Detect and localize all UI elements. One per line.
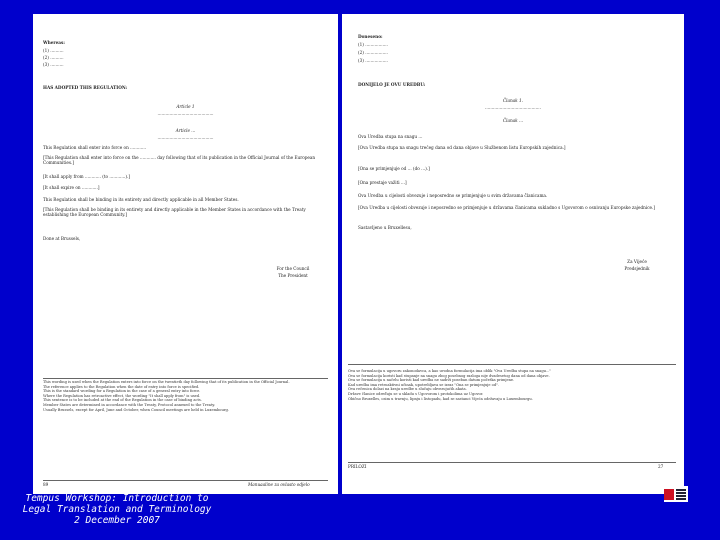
clanak-1-heading: Članak 1. [502, 98, 524, 103]
footer-rule [348, 462, 676, 463]
article-1-heading: Article 1 [176, 104, 195, 109]
caption-line: 2 December 2007 [74, 515, 160, 526]
done-at: Done at Brussels, [43, 236, 81, 241]
whereas-item: (3) .......... [43, 62, 64, 67]
footnotes [348, 369, 676, 401]
caption-line: Tempus Workshop: Introduction to [25, 493, 209, 504]
for-the-council: For the Council [276, 266, 310, 271]
expire-on: [It shall expire on ............] [43, 185, 100, 190]
doneseno-item: (2) ................. [358, 50, 388, 55]
obvezujuca-klauzula-bracket: [Ova Uredba u cijelosti obvezuje i neposredno se primjenjuje u državama članicama sukladno s Ugovorom o osnivanju Europske zajednice.] [358, 205, 655, 210]
doneseno-item: (1) ................. [358, 42, 388, 47]
whereas-heading: Whereas: [43, 40, 65, 45]
article-n-heading: Article ... [175, 128, 196, 133]
footnote: Obično Bruxelles, osim u travnju, lipnju i listopadu, kad se sastanci Vijeća održavaju u Luxembourgu. [348, 396, 533, 401]
logo [664, 486, 688, 502]
footnote: Ova se formulacija koristi kad stupanje na snagu zbog posebnog razloga nije dvadesetog dana od dana objave. [348, 373, 550, 378]
entry-into-force: This Regulation shall enter into force on ............ [43, 145, 147, 150]
footnote: This is the standard wording for a Regulation in the case of a general entry into force. [43, 389, 201, 394]
adopted-heading: DONIJELO JE OVU UREDBU: [358, 82, 426, 87]
article-n-dots: .......................................... [157, 135, 214, 140]
doneseno-heading: Doneseno: [358, 34, 383, 39]
footnote-separator [348, 364, 676, 365]
doneseno-item: (3) ................. [358, 58, 388, 63]
entry-into-force-bracket: [This Regulation shall enter into force on the ............ day following that of its publication in the Official Journal of the European Communities.] [43, 155, 316, 166]
whereas-item: (2) .......... [43, 55, 64, 60]
footer-page-number: 89 [43, 482, 49, 487]
adopted-heading: HAS ADOPTED THIS REGULATION: [43, 85, 128, 90]
footnote: This wording is used when the Regulation enters into force on the twentieth day following that of its publication in the Official Journal. [43, 380, 290, 384]
footnote: Kad uredba ima retroaktivni učinak, upotrebljava se izraz "Ona se primjenjuje od". [348, 382, 499, 387]
primjenjuje-od: [Ona se primjenjuje od ... (do ...).] [358, 166, 430, 171]
footnote: Ova se formulacija u načelu koristi kad uredba ne sadrži poseban datum početka primjene. [348, 378, 515, 383]
clanak-n-heading: Članak ... [502, 118, 524, 123]
footnote: Usually Brussels, except for April, June and October, when Council meetings are held in Luxembourg. [43, 407, 229, 412]
logo-red-block [664, 489, 674, 500]
binding-clause: This Regulation shall be binding in its entirety and directly applicable in all Member States. [43, 197, 239, 202]
croatian-document-page [342, 14, 684, 494]
stupa-na-snagu: Ova Uredba stupa na snagu ... [358, 134, 423, 139]
obvezujuca-klauzula: Ova Uredba u cijelosti obvezuje i neposredno se primjenjuje u svim državama članicama. [358, 193, 548, 198]
footnote: Where the Regulation has retroactive effect, the wording "It shall apply from" is used. [43, 393, 201, 398]
footer-title: Manuaaline za ovlasto odjelo [248, 482, 310, 487]
apply-from: [It shall apply from ............ (to ............).] [43, 174, 130, 179]
footnote: This sentence is to be included at the end of the Regulation in the case of binding acts. [43, 398, 202, 403]
footnote: Države članice određuju se u skladu s Ugovorom i protokolima uz Ugovor. [348, 391, 484, 396]
article-1-dots: .......................................... [157, 111, 214, 116]
footer-page-number: 27 [658, 464, 664, 469]
predsjednik: Predsjednik [624, 266, 650, 271]
clanak-1-dots: .......................................... [485, 105, 541, 110]
slide-caption [22, 493, 212, 526]
footnote-separator [43, 378, 328, 379]
footer-rule [43, 480, 328, 481]
whereas-item: (1) .......... [43, 48, 64, 53]
footnote: Member States are determined in accordance with the Treaty, Protocol annexed to the Treaty. [43, 402, 216, 407]
prestaje-vaziti: [Ona prestaje važiti ...] [358, 180, 407, 185]
footnote: Ova se formulacija u ugovoru zakonodavca, a kao uvodna formulacija ima oblik "Ova Uredba stupa na snagu..." [348, 369, 552, 373]
binding-clause-bracket: [This Regulation shall be binding in its entirety and directly applicable in the Member States in accordance with the Treaty establishing the European Community.] [43, 207, 306, 218]
footnotes [43, 380, 328, 412]
footnote: Ova rečenica dolazi na kraju uredbe u slučaju obvezujućih akata. [348, 387, 467, 392]
footer-title: PRILOZI [348, 464, 367, 469]
english-document-page [33, 14, 338, 494]
caption-line: Legal Translation and Terminology [22, 504, 212, 515]
logo-stripes [676, 488, 686, 500]
the-president: The President [278, 273, 308, 278]
stupa-na-snagu-bracket: [Ova Uredba stupa na snagu trećeg dana od dana objave u Službenom listu Europskih zajednica.] [358, 145, 566, 150]
footnote: The reference applies to the Regulation when the date of entry into force is specified. [43, 384, 200, 389]
za-vijece: Za Vijeće [627, 259, 647, 264]
sastavljeno-u: Sastavljeno u Bruxellesu, [358, 225, 412, 230]
